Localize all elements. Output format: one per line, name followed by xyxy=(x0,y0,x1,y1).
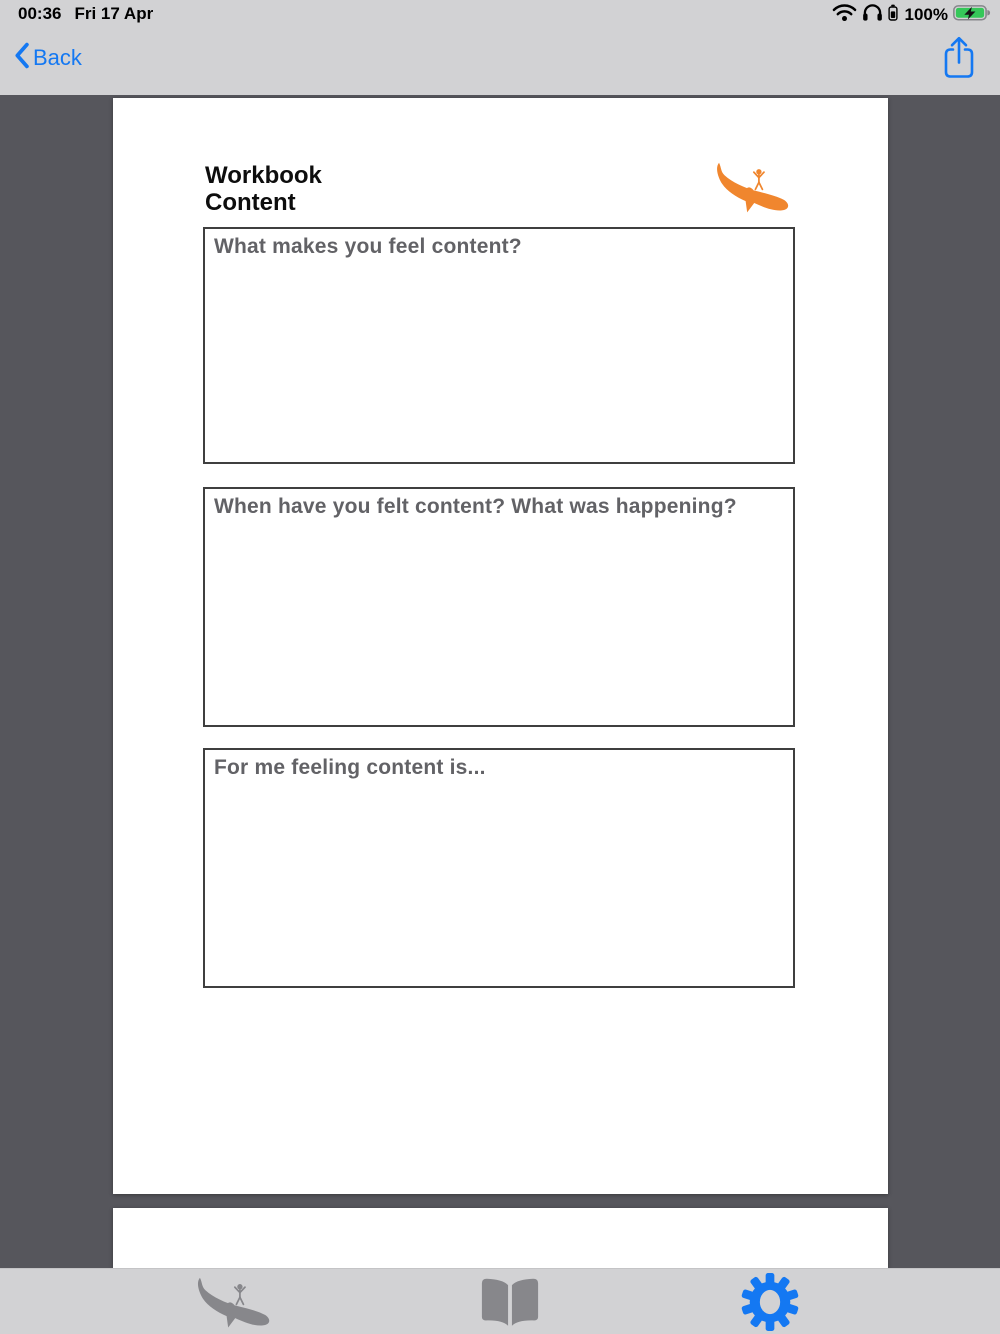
next-page-preview xyxy=(113,1208,888,1268)
share-icon[interactable] xyxy=(941,35,977,81)
whale-icon xyxy=(183,1273,289,1331)
status-time: 00:36 xyxy=(18,4,62,23)
back-button-label: Back xyxy=(33,45,82,70)
book-icon xyxy=(479,1275,541,1330)
page-title xyxy=(205,162,322,216)
back-button[interactable] xyxy=(14,42,82,74)
status-right xyxy=(832,3,993,27)
gear-icon xyxy=(741,1273,799,1331)
tab-library-book[interactable] xyxy=(479,1275,541,1330)
battery-charging-icon xyxy=(953,4,993,27)
headphones-icon xyxy=(862,3,883,27)
page-title-line1: Workbook xyxy=(205,162,322,189)
header-bar xyxy=(0,0,1000,95)
whale-rider-logo-icon xyxy=(712,158,798,216)
workbook-page xyxy=(113,98,888,1194)
page-title-line2: Content xyxy=(205,189,296,216)
answer-box-2[interactable] xyxy=(203,487,795,727)
tab-workbook-whale[interactable] xyxy=(183,1273,289,1331)
headphone-battery-icon xyxy=(888,4,898,26)
answer-box-3[interactable] xyxy=(203,748,795,988)
question-label-3: For me feeling content is... xyxy=(214,756,486,779)
question-label-2: When have you felt content? What was happening? xyxy=(214,495,737,518)
answer-box-1[interactable] xyxy=(203,227,795,464)
status-date: Fri 17 Apr xyxy=(74,4,154,23)
tab-bar xyxy=(0,1268,1000,1334)
question-label-1: What makes you feel content? xyxy=(214,235,522,258)
wifi-icon xyxy=(832,3,857,27)
battery-percent-label: 100% xyxy=(904,5,948,24)
tab-settings-gear[interactable] xyxy=(741,1273,799,1331)
back-chevron-icon xyxy=(14,42,30,74)
status-left xyxy=(18,4,153,24)
document-viewport xyxy=(0,95,1000,1268)
